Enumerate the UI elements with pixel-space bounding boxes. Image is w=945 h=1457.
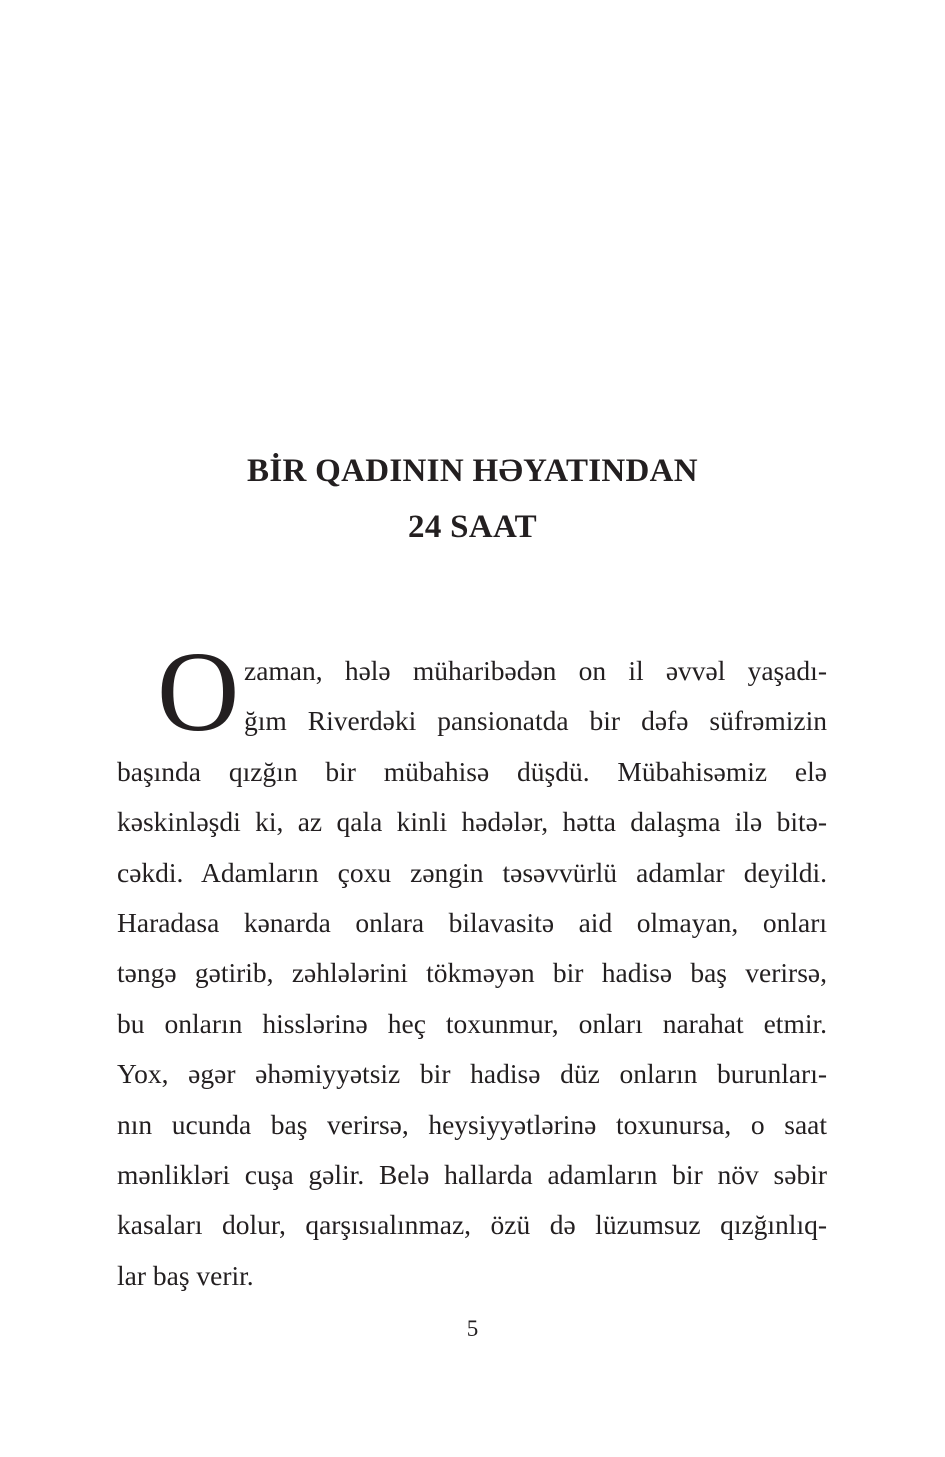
text-line: Haradasa kənarda onlara bilavasitə aid olmayan, onları [117,906,827,938]
text-line: bu onların hisslərinə heç toxunmur, onları narahat etmir. [117,1007,827,1039]
text-line: kasaları dolur, qarşısıalınmaz, özü də lüzumsuz qızğınlıq- [117,1209,827,1241]
chapter-title [0,443,945,555]
body-paragraph [117,628,827,1301]
text-line: zaman, hələ müharibədən on il əvvəl yaşadı- [244,655,827,686]
text-line: Yox, əgər əhəmiyyətsiz bir hadisə düz onların burunları- [117,1058,827,1090]
text-line: başında qızğın bir mübahisə düşdü. Mübahisəmiz elə [117,755,827,787]
drop-cap: O [157,628,240,755]
chapter-title-line-1: BİR QADININ HƏYATINDAN [247,453,698,489]
text-line: mənlikləri cuşa gəlir. Belə hallarda adamların bir növ səbir [117,1158,827,1190]
text-line: ğım Riverdəki pansionatda bir dəfə süfrəmizin [244,705,827,737]
page-number: 5 [466,1316,479,1341]
text-line: nın ucunda baş verirsə, heysiyyətlərinə toxunursa, o saat [117,1108,827,1140]
text-line: təngə gətirib, zəhlələrini tökməyən bir hadisə baş verirsə, [117,957,827,989]
text-line: lar baş verir. [117,1259,254,1291]
text-line: kəskinləşdi ki, az qala kinli hədələr, hətta dalaşma ilə bitə- [117,806,827,838]
text-line: cəkdi. Adamların çoxu zəngin təsəvvürlü adamlar deyildi. [117,856,827,888]
chapter-title-line-2: 24 SAAT [408,509,537,545]
